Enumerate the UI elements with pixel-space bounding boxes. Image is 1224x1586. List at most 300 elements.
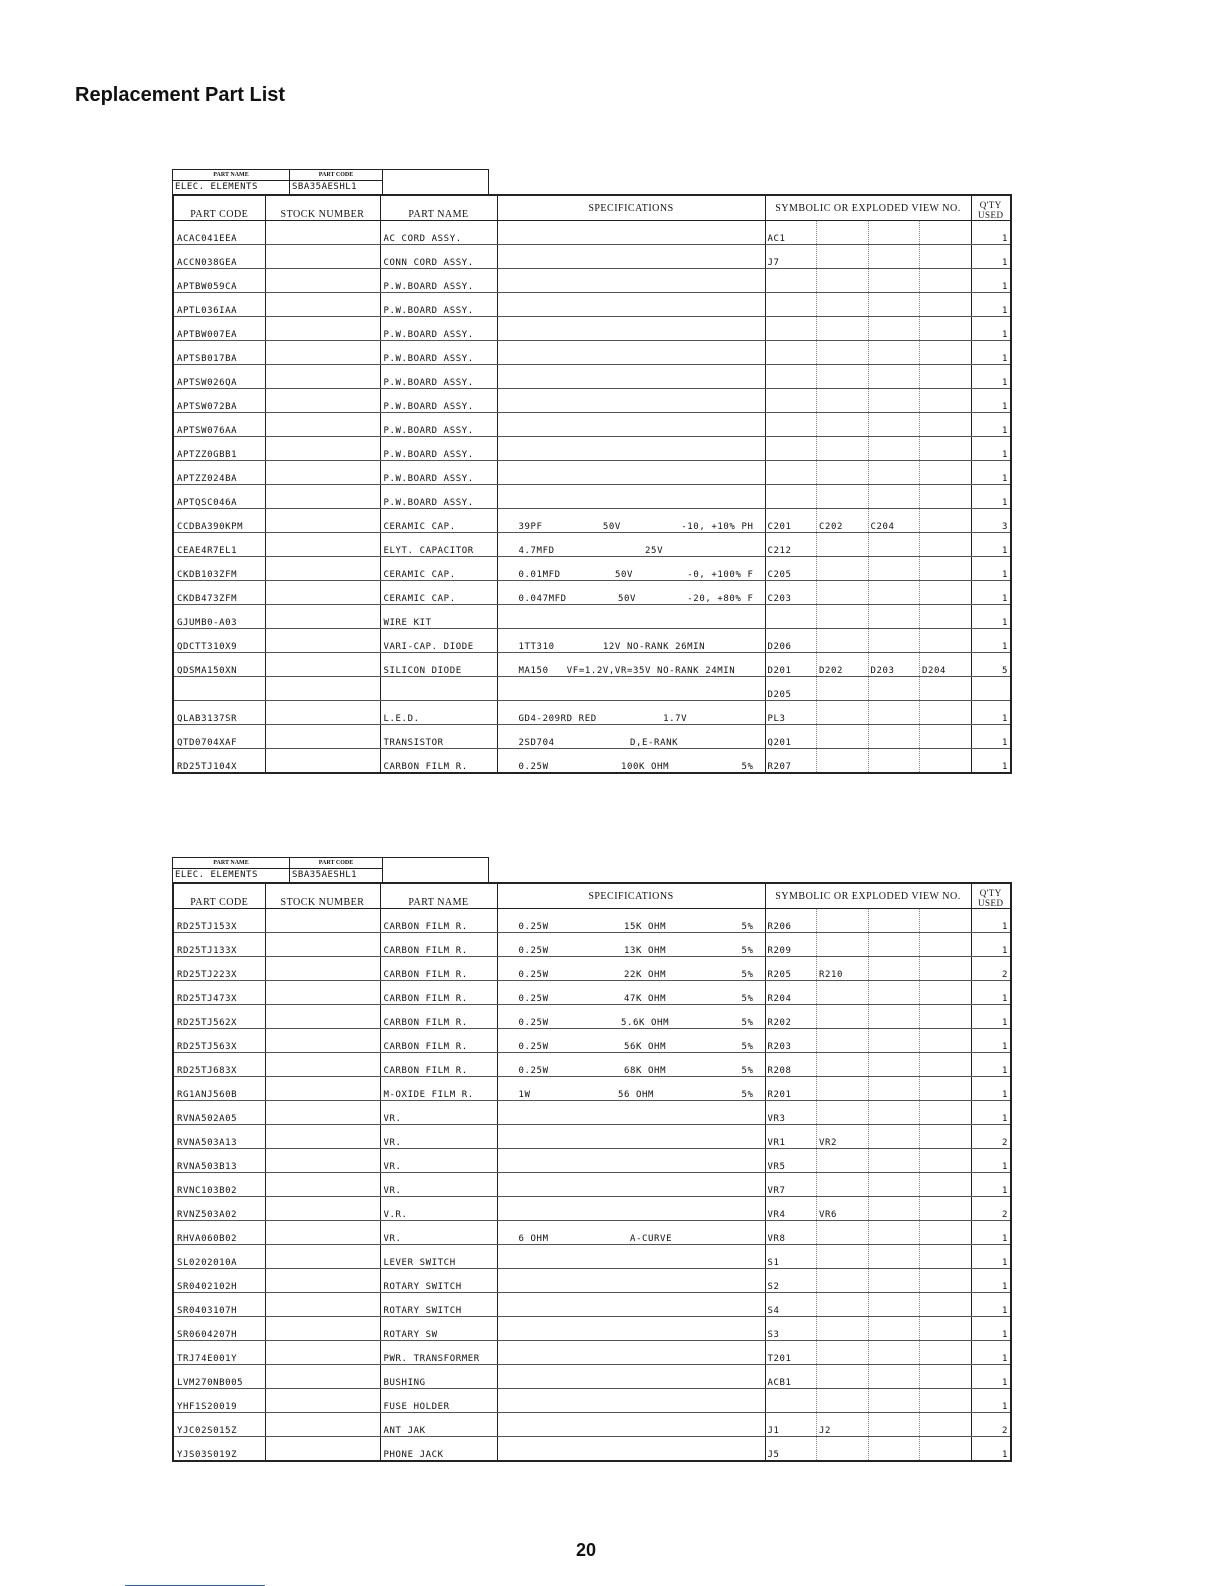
- stock-number-cell: [265, 957, 380, 981]
- symbol-ref: [920, 677, 971, 700]
- symbol-ref: S4: [766, 1293, 818, 1316]
- spec-value: 5.6K OHM: [620, 1018, 670, 1028]
- symbolic-cell: [765, 557, 971, 581]
- symbol-ref: [920, 1077, 971, 1100]
- symbol-ref: [817, 629, 869, 652]
- part-code-cell: RVNA503B13: [173, 1149, 265, 1173]
- col-qty: Q'TY USED: [971, 883, 1011, 909]
- symbol-ref: [920, 269, 971, 292]
- col-specifications: SPECIFICATIONS: [497, 195, 765, 221]
- specifications-cell: [497, 1221, 765, 1245]
- symbol-list: [766, 653, 971, 676]
- symbol-list: [766, 1341, 971, 1364]
- part-name-cell: L.E.D.: [380, 701, 497, 725]
- spec-value: 0.01MFD: [518, 570, 561, 580]
- symbol-ref: D206: [766, 629, 818, 652]
- qty-cell: 1: [971, 437, 1011, 461]
- header-group-name: ELEC. ELEMENTS: [175, 182, 258, 192]
- part-name-cell: P.W.BOARD ASSY.: [380, 389, 497, 413]
- stock-number-cell: [265, 701, 380, 725]
- header-part-code-cell: [290, 858, 383, 882]
- qty-cell: 1: [971, 1341, 1011, 1365]
- part-name-cell: P.W.BOARD ASSY.: [380, 485, 497, 509]
- specifications-cell: [497, 701, 765, 725]
- stock-number-cell: [265, 1389, 380, 1413]
- spec-values: [501, 570, 762, 580]
- spec-value: 39PF: [518, 522, 543, 532]
- symbol-ref: [920, 533, 971, 556]
- stock-number-cell: [265, 909, 380, 933]
- qty-cell: 1: [971, 221, 1011, 245]
- symbol-ref: [920, 1005, 971, 1028]
- symbol-ref: [766, 365, 818, 388]
- parts-table: [172, 882, 1012, 1462]
- symbol-list: [766, 1149, 971, 1172]
- header-blank-cell: [383, 170, 488, 194]
- symbol-ref: [920, 1269, 971, 1292]
- specifications-cell: [497, 1437, 765, 1462]
- qty-cell: 1: [971, 725, 1011, 749]
- symbol-ref: [817, 1101, 869, 1124]
- col-symbolic: SYMBOLIC OR EXPLODED VIEW NO.: [765, 883, 971, 909]
- qty-cell: 1: [971, 293, 1011, 317]
- part-name-cell: CARBON FILM R.: [380, 1029, 497, 1053]
- part-name-cell: BUSHING: [380, 1365, 497, 1389]
- symbol-ref: [869, 413, 921, 436]
- symbolic-cell: [765, 677, 971, 701]
- specifications-cell: [497, 1173, 765, 1197]
- symbol-ref: [817, 1437, 869, 1460]
- specifications-cell: [497, 725, 765, 749]
- part-code-cell: CKDB473ZFM: [173, 581, 265, 605]
- header-part-name-caption: PART NAME: [173, 170, 289, 181]
- symbolic-cell: [765, 1101, 971, 1125]
- specifications-cell: [497, 509, 765, 533]
- spec-value: 68K OHM: [623, 1066, 667, 1076]
- symbol-ref: [920, 1317, 971, 1340]
- symbolic-cell: [765, 1125, 971, 1149]
- part-name-cell: WIRE KIT: [380, 605, 497, 629]
- symbol-list: [766, 581, 971, 604]
- symbol-ref: [869, 1437, 921, 1460]
- symbolic-cell: [765, 1221, 971, 1245]
- symbol-list: [766, 509, 971, 532]
- stock-number-cell: [265, 605, 380, 629]
- symbol-list: [766, 1053, 971, 1076]
- symbol-ref: [817, 1053, 869, 1076]
- col-part-code: PART CODE: [173, 883, 265, 909]
- table-row: [173, 1125, 1011, 1149]
- stock-number-cell: [265, 1413, 380, 1437]
- parts-rows: [173, 221, 1011, 774]
- symbol-list: [766, 437, 971, 460]
- part-name-cell: ELYT. CAPACITOR: [380, 533, 497, 557]
- symbol-ref: [869, 1197, 921, 1220]
- stock-number-cell: [265, 245, 380, 269]
- symbol-ref: D201: [766, 653, 818, 676]
- symbol-ref: [817, 725, 869, 748]
- spec-value: GD4-209RD RED: [518, 714, 597, 724]
- symbol-list: [766, 1173, 971, 1196]
- symbol-ref: [817, 389, 869, 412]
- spec-values: [501, 1066, 762, 1076]
- symbol-list: [766, 317, 971, 340]
- part-code-cell: RVNZ503A02: [173, 1197, 265, 1221]
- symbol-ref: [920, 245, 971, 268]
- part-code-cell: CKDB103ZFM: [173, 557, 265, 581]
- symbolic-cell: [765, 509, 971, 533]
- qty-cell: 1: [971, 1029, 1011, 1053]
- part-name-cell: P.W.BOARD ASSY.: [380, 293, 497, 317]
- symbolic-cell: [765, 1005, 971, 1029]
- symbol-ref: S3: [766, 1317, 818, 1340]
- symbol-ref: [817, 1365, 869, 1388]
- part-code-cell: APTBW059CA: [173, 269, 265, 293]
- table-row: [173, 1053, 1011, 1077]
- symbolic-cell: [765, 1077, 971, 1101]
- table-row: [173, 957, 1011, 981]
- symbol-ref: [920, 1293, 971, 1316]
- symbol-ref: [869, 1005, 921, 1028]
- symbolic-cell: [765, 1365, 971, 1389]
- symbolic-cell: [765, 749, 971, 774]
- table-row: [173, 533, 1011, 557]
- symbol-ref: [869, 933, 921, 956]
- qty-cell: 2: [971, 957, 1011, 981]
- symbolic-cell: [765, 437, 971, 461]
- symbol-ref: [869, 1245, 921, 1268]
- symbol-ref: [869, 1101, 921, 1124]
- symbol-ref: [766, 341, 818, 364]
- part-code-cell: QDCTT310X9: [173, 629, 265, 653]
- part-name-cell: CARBON FILM R.: [380, 749, 497, 774]
- part-code-cell: QTD0704XAF: [173, 725, 265, 749]
- specifications-cell: [497, 365, 765, 389]
- symbol-ref: [817, 437, 869, 460]
- symbol-ref: [920, 221, 971, 244]
- symbol-ref: [869, 981, 921, 1004]
- symbol-list: [766, 413, 971, 436]
- symbol-ref: [766, 437, 818, 460]
- symbol-ref: [869, 1293, 921, 1316]
- specifications-cell: [497, 1413, 765, 1437]
- symbol-ref: [869, 725, 921, 748]
- symbolic-cell: [765, 269, 971, 293]
- symbolic-cell: [765, 981, 971, 1005]
- stock-number-cell: [265, 1029, 380, 1053]
- part-name-cell: ROTARY SWITCH: [380, 1293, 497, 1317]
- qty-cell: 5: [971, 653, 1011, 677]
- col-stock-number: STOCK NUMBER: [265, 883, 380, 909]
- symbol-ref: [869, 293, 921, 316]
- symbol-list: [766, 1269, 971, 1292]
- symbol-ref: [869, 1053, 921, 1076]
- symbol-ref: [817, 701, 869, 724]
- stock-number-cell: [265, 389, 380, 413]
- symbol-ref: R203: [766, 1029, 818, 1052]
- symbol-ref: [869, 533, 921, 556]
- symbol-ref: [869, 581, 921, 604]
- symbol-ref: [869, 1029, 921, 1052]
- symbol-ref: [817, 981, 869, 1004]
- symbol-ref: [920, 365, 971, 388]
- part-name-cell: CARBON FILM R.: [380, 1005, 497, 1029]
- stock-number-cell: [265, 509, 380, 533]
- sheet-header-box: [172, 857, 489, 882]
- qty-cell: 1: [971, 701, 1011, 725]
- part-name-cell: CARBON FILM R.: [380, 981, 497, 1005]
- symbol-ref: [817, 1317, 869, 1340]
- spec-values: [501, 546, 762, 556]
- part-name-cell: P.W.BOARD ASSY.: [380, 413, 497, 437]
- symbol-ref: [869, 341, 921, 364]
- part-code-cell: SR0403107H: [173, 1293, 265, 1317]
- specifications-cell: [497, 1149, 765, 1173]
- spec-value: 0.25W: [518, 946, 549, 956]
- specifications-cell: [497, 1365, 765, 1389]
- spec-value: -20, +80% F: [687, 594, 754, 604]
- spec-value: 13K OHM: [623, 946, 667, 956]
- symbolic-cell: [765, 701, 971, 725]
- qty-cell: 1: [971, 365, 1011, 389]
- symbol-ref: [817, 1173, 869, 1196]
- table-row: [173, 1101, 1011, 1125]
- stock-number-cell: [265, 461, 380, 485]
- part-name-cell: [380, 677, 497, 701]
- stock-number-cell: [265, 437, 380, 461]
- symbol-ref: [920, 509, 971, 532]
- spec-value: 0.25W: [518, 922, 549, 932]
- symbol-ref: [920, 1101, 971, 1124]
- symbol-list: [766, 1077, 971, 1100]
- col-part-name: PART NAME: [380, 883, 497, 909]
- part-code-cell: APTSW072BA: [173, 389, 265, 413]
- part-code-cell: RVNA502A05: [173, 1101, 265, 1125]
- table-row: [173, 437, 1011, 461]
- symbol-ref: [869, 365, 921, 388]
- part-name-cell: P.W.BOARD ASSY.: [380, 437, 497, 461]
- symbolic-cell: [765, 909, 971, 933]
- header-part-code-caption: PART CODE: [290, 170, 382, 181]
- spec-value: 0.25W: [518, 1042, 549, 1052]
- col-stock-number: STOCK NUMBER: [265, 195, 380, 221]
- specifications-cell: [497, 437, 765, 461]
- spec-value: 5%: [741, 762, 754, 772]
- symbol-ref: D204: [922, 666, 947, 676]
- symbol-ref: [817, 1077, 869, 1100]
- part-name-cell: P.W.BOARD ASSY.: [380, 317, 497, 341]
- col-specifications: SPECIFICATIONS: [497, 883, 765, 909]
- qty-cell: 1: [971, 933, 1011, 957]
- symbol-ref: Q201: [766, 725, 818, 748]
- specifications-cell: [497, 581, 765, 605]
- stock-number-cell: [265, 653, 380, 677]
- spec-value: 50V: [614, 570, 633, 580]
- specifications-cell: [497, 317, 765, 341]
- header-blank-cell: [383, 858, 488, 882]
- specifications-cell: [497, 1293, 765, 1317]
- symbol-ref: [920, 437, 971, 460]
- symbolic-cell: [765, 365, 971, 389]
- part-code-cell: CCDBA390KPM: [173, 509, 265, 533]
- specifications-cell: [497, 533, 765, 557]
- symbol-ref: J2: [817, 1413, 869, 1436]
- symbolic-cell: [765, 1317, 971, 1341]
- symbol-list: [766, 1389, 971, 1412]
- qty-cell: 1: [971, 317, 1011, 341]
- part-code-cell: RVNA503A13: [173, 1125, 265, 1149]
- spec-value: 5%: [741, 1066, 754, 1076]
- part-code-cell: APTSB017BA: [173, 341, 265, 365]
- part-code-cell: RG1ANJ560B: [173, 1077, 265, 1101]
- qty-cell: 1: [971, 1149, 1011, 1173]
- symbol-list: [766, 365, 971, 388]
- table-row: [173, 909, 1011, 933]
- table-row: [173, 701, 1011, 725]
- symbol-list: [766, 461, 971, 484]
- table-row: [173, 365, 1011, 389]
- symbolic-cell: [765, 485, 971, 509]
- symbolic-cell: [765, 1053, 971, 1077]
- symbol-ref: [920, 1125, 971, 1148]
- specifications-cell: [497, 629, 765, 653]
- table-row: [173, 1149, 1011, 1173]
- symbolic-cell: [765, 1413, 971, 1437]
- symbol-list: [766, 341, 971, 364]
- symbol-ref: [920, 1149, 971, 1172]
- qty-cell: 1: [971, 413, 1011, 437]
- part-name-cell: CERAMIC CAP.: [380, 557, 497, 581]
- symbolic-cell: [765, 605, 971, 629]
- part-code-cell: RD25TJ133X: [173, 933, 265, 957]
- qty-cell: 1: [971, 389, 1011, 413]
- specifications-cell: [497, 1101, 765, 1125]
- specifications-cell: [497, 1269, 765, 1293]
- symbol-list: [766, 221, 971, 244]
- stock-number-cell: [265, 725, 380, 749]
- specifications-cell: [497, 1197, 765, 1221]
- qty-cell: 1: [971, 1389, 1011, 1413]
- col-symbolic: SYMBOLIC OR EXPLODED VIEW NO.: [765, 195, 971, 221]
- stock-number-cell: [265, 1245, 380, 1269]
- symbol-list: [766, 701, 971, 724]
- symbol-ref: R208: [766, 1053, 818, 1076]
- symbol-ref: [920, 629, 971, 652]
- part-name-cell: VR.: [380, 1101, 497, 1125]
- symbol-ref: [817, 677, 869, 700]
- qty-cell: 1: [971, 605, 1011, 629]
- symbol-list: [766, 1413, 971, 1436]
- symbol-ref: [766, 389, 818, 412]
- specifications-cell: [497, 653, 765, 677]
- stock-number-cell: [265, 1125, 380, 1149]
- spec-value: 5%: [741, 970, 754, 980]
- qty-cell: 1: [971, 749, 1011, 774]
- symbol-ref: [817, 1005, 869, 1028]
- stock-number-cell: [265, 269, 380, 293]
- header-group-code: SBA35AESHL1: [292, 182, 358, 192]
- stock-number-cell: [265, 629, 380, 653]
- symbolic-cell: [765, 725, 971, 749]
- symbol-ref: [766, 485, 818, 508]
- symbol-ref: [920, 1341, 971, 1364]
- symbol-ref: [869, 245, 921, 268]
- specifications-cell: [497, 1029, 765, 1053]
- spec-value: 0.25W: [518, 970, 549, 980]
- part-code-cell: GJUMB0-A03: [173, 605, 265, 629]
- specifications-cell: [497, 1053, 765, 1077]
- stock-number-cell: [265, 677, 380, 701]
- spec-values: [501, 522, 762, 532]
- symbol-list: [766, 749, 971, 772]
- symbolic-cell: [765, 1029, 971, 1053]
- table-row: [173, 293, 1011, 317]
- symbol-ref: [920, 1437, 971, 1460]
- symbol-ref: [869, 1173, 921, 1196]
- part-code-cell: YHF1S20019: [173, 1389, 265, 1413]
- table-row: [173, 245, 1011, 269]
- symbol-list: [766, 485, 971, 508]
- symbol-ref: T201: [766, 1341, 818, 1364]
- spec-value: 25V: [645, 546, 664, 556]
- table-row: [173, 605, 1011, 629]
- symbol-ref: [869, 605, 921, 628]
- symbol-ref: [869, 1077, 921, 1100]
- part-code-cell: SL0202010A: [173, 1245, 265, 1269]
- part-code-cell: [173, 677, 265, 701]
- part-code-cell: APTSW026QA: [173, 365, 265, 389]
- table-row: [173, 221, 1011, 245]
- part-name-cell: CARBON FILM R.: [380, 909, 497, 933]
- symbol-ref: [869, 389, 921, 412]
- specifications-cell: [497, 221, 765, 245]
- symbol-ref: R210: [817, 957, 869, 980]
- symbol-ref: [869, 701, 921, 724]
- spec-values: [501, 1018, 762, 1028]
- table-row: [173, 1341, 1011, 1365]
- stock-number-cell: [265, 365, 380, 389]
- table-row: [173, 653, 1011, 677]
- table-row: [173, 1221, 1011, 1245]
- header-part-code-caption: PART CODE: [290, 858, 382, 869]
- spec-value: MA150: [518, 666, 549, 676]
- part-name-cell: ANT JAK: [380, 1413, 497, 1437]
- symbol-list: [766, 533, 971, 556]
- part-name-cell: VR.: [380, 1221, 497, 1245]
- symbol-ref: VR8: [766, 1221, 818, 1244]
- stock-number-cell: [265, 933, 380, 957]
- col-part-code: PART CODE: [173, 195, 265, 221]
- stock-number-cell: [265, 1197, 380, 1221]
- stock-number-cell: [265, 221, 380, 245]
- spec-values: [501, 994, 762, 1004]
- spec-value: 0.25W: [518, 1018, 549, 1028]
- symbol-ref: [920, 581, 971, 604]
- symbol-ref: [869, 461, 921, 484]
- symbol-ref: [869, 909, 921, 932]
- spec-value: 50V: [602, 522, 621, 532]
- symbol-ref: [920, 341, 971, 364]
- part-name-cell: CERAMIC CAP.: [380, 581, 497, 605]
- part-code-cell: RD25TJ563X: [173, 1029, 265, 1053]
- symbol-ref: [766, 605, 818, 628]
- symbol-ref: [869, 957, 921, 980]
- symbol-ref: PL3: [766, 701, 818, 724]
- spec-values: [501, 762, 762, 772]
- part-code-cell: APTZZ024BA: [173, 461, 265, 485]
- table-row: [173, 1389, 1011, 1413]
- page-number: 20: [576, 1540, 597, 1560]
